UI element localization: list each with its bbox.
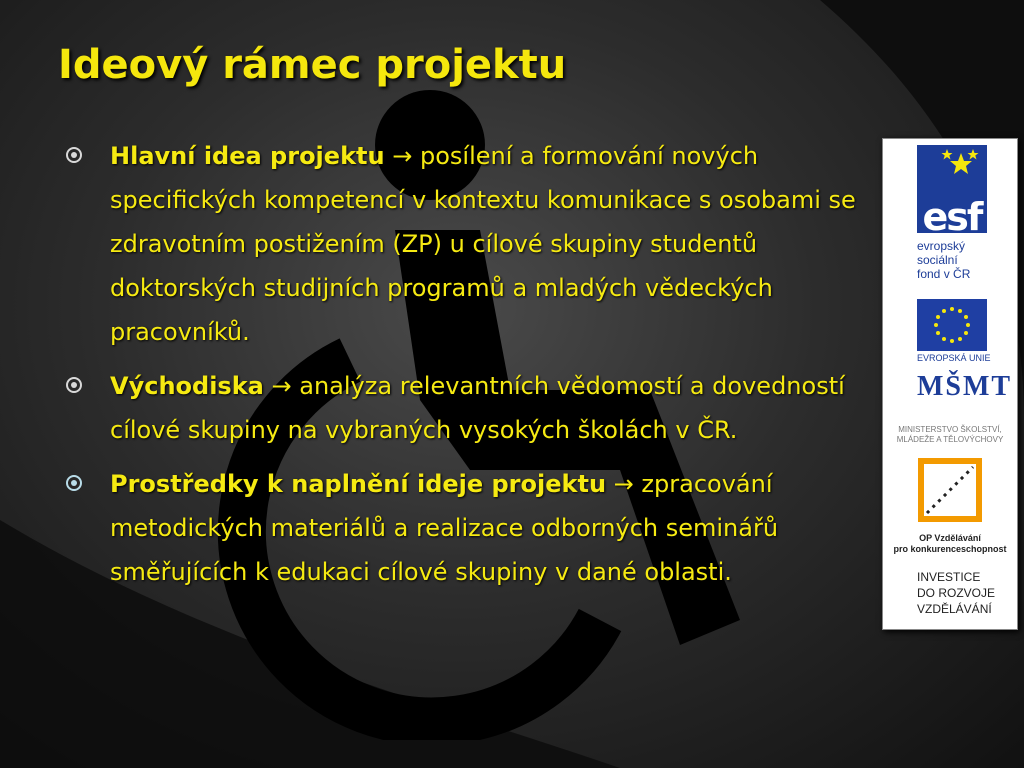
arrow-icon: →: [271, 372, 292, 400]
bullet-lead: Hlavní idea projektu: [110, 142, 385, 170]
msmt-logo: MŠMT: [917, 371, 1013, 402]
slide-title: Ideový rámec projektu: [58, 42, 567, 88]
bullet-text: posílení a formování nových specifických kompetencí v kontextu komunikace s osobami se zdravotním postižením (ZP) u cílové skupiny studentů doktorských studijních programů a mladých vědeckých pracovníků.: [110, 142, 856, 346]
eu-stars-icon: [917, 299, 987, 351]
bullet-marker-icon: [66, 377, 82, 393]
op-vzdelavani-logo-icon: [917, 457, 983, 527]
esf-wordmark: esf: [922, 195, 982, 239]
bullet-text: analýza relevantních vědomostí a dovedností cílové skupiny na vybraných vysokých školách v ČR.: [110, 372, 845, 444]
investice-caption: [917, 569, 995, 617]
bullet-lead: Východiska: [110, 372, 264, 400]
investice-line: INVESTICE: [917, 570, 981, 584]
eu-flag-icon: [917, 299, 987, 351]
op-caption-line: OP Vzdělávání: [919, 533, 981, 543]
bullet-lead: Prostředky k naplnění ideje projektu: [110, 470, 607, 498]
bullet-text: zpracování metodických materiálů a realizace odborných seminářů směřujících k edukaci cílové skupiny v dané oblasti.: [110, 470, 779, 586]
esf-caption-line: sociální: [917, 253, 958, 267]
bullet-list: [66, 134, 856, 604]
op-caption-line: pro konkurenceschopnost: [893, 544, 1007, 554]
sponsor-logos-panel: [882, 138, 1018, 630]
msmt-caption-line: MLÁDEŽE A TĚLOVÝCHOVY: [896, 435, 1004, 444]
msmt-caption: [883, 425, 1017, 445]
arrow-icon: →: [613, 470, 634, 498]
esf-caption: [917, 239, 970, 281]
esf-caption-line: fond v ČR: [917, 267, 971, 281]
star-icon: [917, 145, 987, 201]
investice-line: DO ROZVOJE: [917, 586, 996, 600]
bullet-marker-icon: [66, 475, 82, 491]
investice-line: VZDĚLÁVÁNÍ: [917, 602, 992, 616]
op-caption: [883, 533, 1017, 555]
esf-caption-line: evropský: [917, 239, 966, 253]
msmt-caption-line: MINISTERSTVO ŠKOLSTVÍ,: [898, 425, 1002, 434]
bullet-marker-icon: [66, 147, 82, 163]
bullet-item: [66, 134, 856, 354]
arrow-icon: →: [392, 142, 413, 170]
bullet-item: [66, 462, 856, 594]
eu-caption: EVROPSKÁ UNIE: [917, 353, 991, 363]
bullet-item: [66, 364, 856, 452]
